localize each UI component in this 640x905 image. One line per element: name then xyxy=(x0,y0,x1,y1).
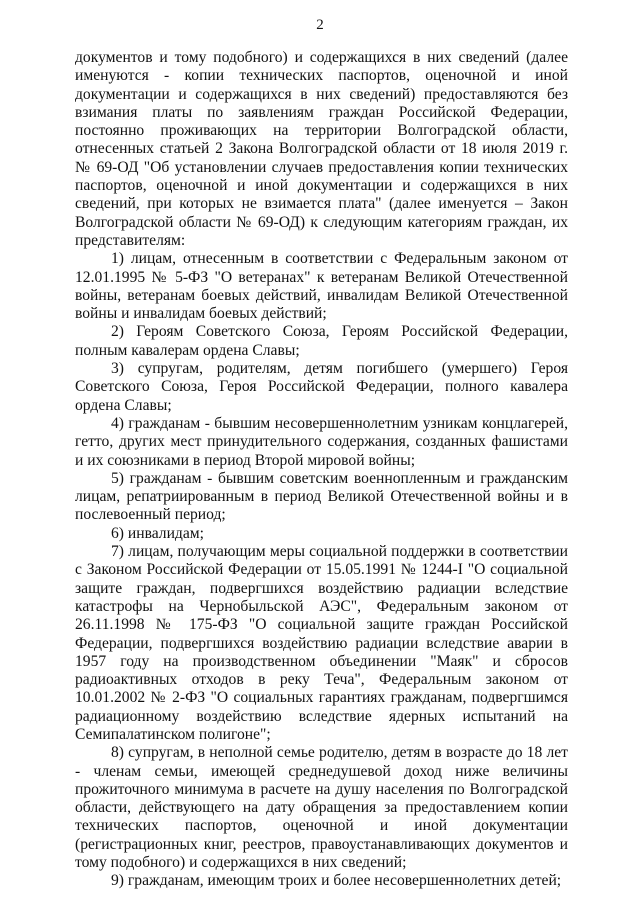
list-item-8: 8) супругам, в неполной семье родителю, детям в возрасте до 18 лет - членам семьи, имеющей среднедушевой доход ниже величины прожиточного минимума в расчете на душу населения по Волгоградской области, действующего на дату обращения за предоставлением копии технических паспортов, оценочной и иной документации (регистрационных книг, реестров, правоустанавливающих документов и тому подобного) и содержащихся в них сведений; xyxy=(75,744,568,872)
list-item-3: 3) супругам, родителям, детям погибшего (умершего) Героя Советского Союза, Героя Российской Федерации, полного кавалера ордена Славы; xyxy=(75,360,568,414)
page-number: 2 xyxy=(316,17,324,33)
list-item-2: 2) Героям Советского Союза, Героям Российской Федерации, полным кавалерам ордена Славы; xyxy=(75,323,568,359)
list-item-5: 5) гражданам - бывшим советским военнопленным и гражданским лицам, репатриированным в период Великой Отечественной войны и в послевоенный период; xyxy=(75,469,568,524)
list-item-1: 1) лицам, отнесенным в соответствии с Федеральным законом от 12.01.1995 № 5-ФЗ "О ветеранах" к ветеранам Великой Отечественной войны, ветеранам боевых действий, инвалидам Великой Отечественной войны и инвалидам боевых действий; xyxy=(75,250,568,323)
document-body xyxy=(75,49,568,891)
list-item-4: 4) гражданам - бывшим несовершеннолетним узникам концлагерей, гетто, других мест принудительного содержания, созданных фашистами и их союзниками в период Второй мировой войны; xyxy=(75,414,568,469)
list-item-9: 9) гражданам, имеющим троих и более несовершеннолетних детей; xyxy=(111,872,562,890)
list-item-6: 6) инвалидам; xyxy=(111,524,204,542)
list-item-7: 7) лицам, получающим меры социальной поддержки в соответствии с Законом Российской Федерации от 15.05.1991 № 1244-I "О социальной защите граждан, подвергшихся воздействию радиации вследствие катастрофы на Чернобыльской АЭС", Федеральным законом от 26.11.1998 № 175-ФЗ "О социальной защите граждан Российской Федерации, подвергшихся воздействию радиации вследствие аварии в 1957 году на производственном объединении "Маяк" и сбросов радиоактивных отходов в реку Теча", Федеральным законом от 10.01.2002 № 2-ФЗ "О социальных гарантиях гражданам, подвергшимся радиационному воздействию вследствие ядерных испытаний на Семипалатинском полигоне"; xyxy=(75,543,568,743)
paragraph-continuation: документов и тому подобного) и содержащихся в них сведений (далее именуются - копии технических паспортов, оценочной и иной документации и содержащихся в них сведений) предоставляются без взимания платы по заявлениям граждан Российской Федерации, постоянно проживающих на территории Волгоградской области, отнесенных статьей 2 Закона Волгоградской области от 18 июля 2019 г. № 69-ОД "Об установлении случаев предоставления копии технических паспортов, оценочной и иной документации и содержащихся в них сведений, при которых не взимается плата" (далее именуется – Закон Волгоградской области № 69-ОД) к следующим категориям граждан, их представителям: xyxy=(75,49,568,249)
